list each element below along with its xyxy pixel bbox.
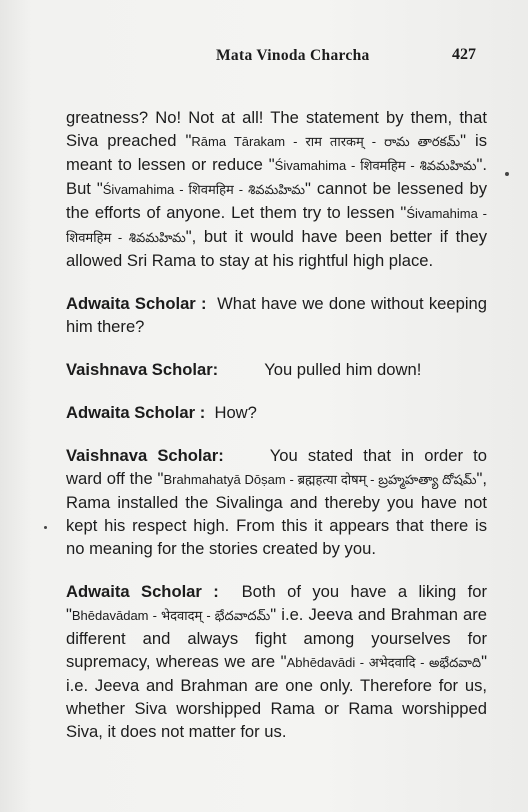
speaker-label: Adwaita Scholar : [66,582,219,601]
term-rama-tarakam: Rāma Tārakam - राम तारकम् - రామ తారకమ్ [191,134,461,149]
running-title: Mata Vinoda Charcha [216,47,370,64]
term-sivamahima: Śivamahima - शिवमहिम - శివమహిమ [274,158,477,173]
paragraph-5 [66,444,487,560]
speaker-label: Vaishnava Scholar: [66,446,224,465]
speaker-label: Adwaita Scholar : [66,403,206,422]
paragraph-text: " cannot be lessened by the efforts of anyone. Let them try to lessen " [66,179,487,222]
speaker-label: Vaishnava Scholar: [66,360,219,379]
dialogue-text: What have we done without keeping him there? [66,294,487,336]
paragraph-text: ". But " [66,155,488,198]
paragraph-text: greatness? No! Not at all! The statement by them, that Siva preached " [66,108,487,150]
dialogue-text: Both of you have a liking for " [66,582,488,624]
print-speck [44,526,47,529]
dialogue-text: " i.e. Jeeva and Brahman are different and always fight among yourselves for supremacy, whereas we are " [66,605,488,671]
paragraph-6 [66,580,487,743]
paragraph-4 [66,401,487,424]
body-text [66,106,487,763]
speaker-label: Adwaita Scholar : [66,294,207,313]
term-sivamahima: Śivamahima - शिवमहिम - శివమహిమ [102,182,306,197]
print-speck [505,172,509,176]
dialogue-text: " i.e. Jeeva and Brahman are one only. Therefore for us, whether Siva worshipped Rama or Rama worshipped Siva, it does not matter for us. [66,652,488,741]
term-bhedavadam: Bhēdavādam - भेदवादम् - భేదవాదమ్ [71,608,271,623]
running-header [0,47,528,69]
page-number: 427 [452,46,476,63]
dialogue-text: ", Rama installed the Sivalinga and thereby you have not kept his respect high. From this it appears that there is no meaning for the stories created by you. [66,469,487,558]
dialogue-text: You pulled him down! [264,360,422,379]
paragraph-text: ", but it would have been better if they allowed Sri Rama to stay at his rightful high place. [66,227,487,270]
paragraph-2 [66,292,487,338]
paragraph-text: " is meant to lessen or reduce " [66,131,487,174]
term-abhedavadi: Abhēdavādi - अभेदवादि - అభేదవాది [286,655,482,670]
term-brahmahatya-dosam: Brahmahatyā Dōṣam - ब्रह्महत्या दोषम् - బ్రహ్మహత్యా దోషమ్ [163,472,477,487]
term-sivamahima: Śivamahima - शिवमहिम - శివమహిమ [66,206,487,245]
dialogue-text: You stated that in order to ward off the " [66,446,487,488]
paragraph-3 [66,358,487,381]
dialogue-text: How? [214,403,257,422]
paragraph-1 [66,106,487,272]
